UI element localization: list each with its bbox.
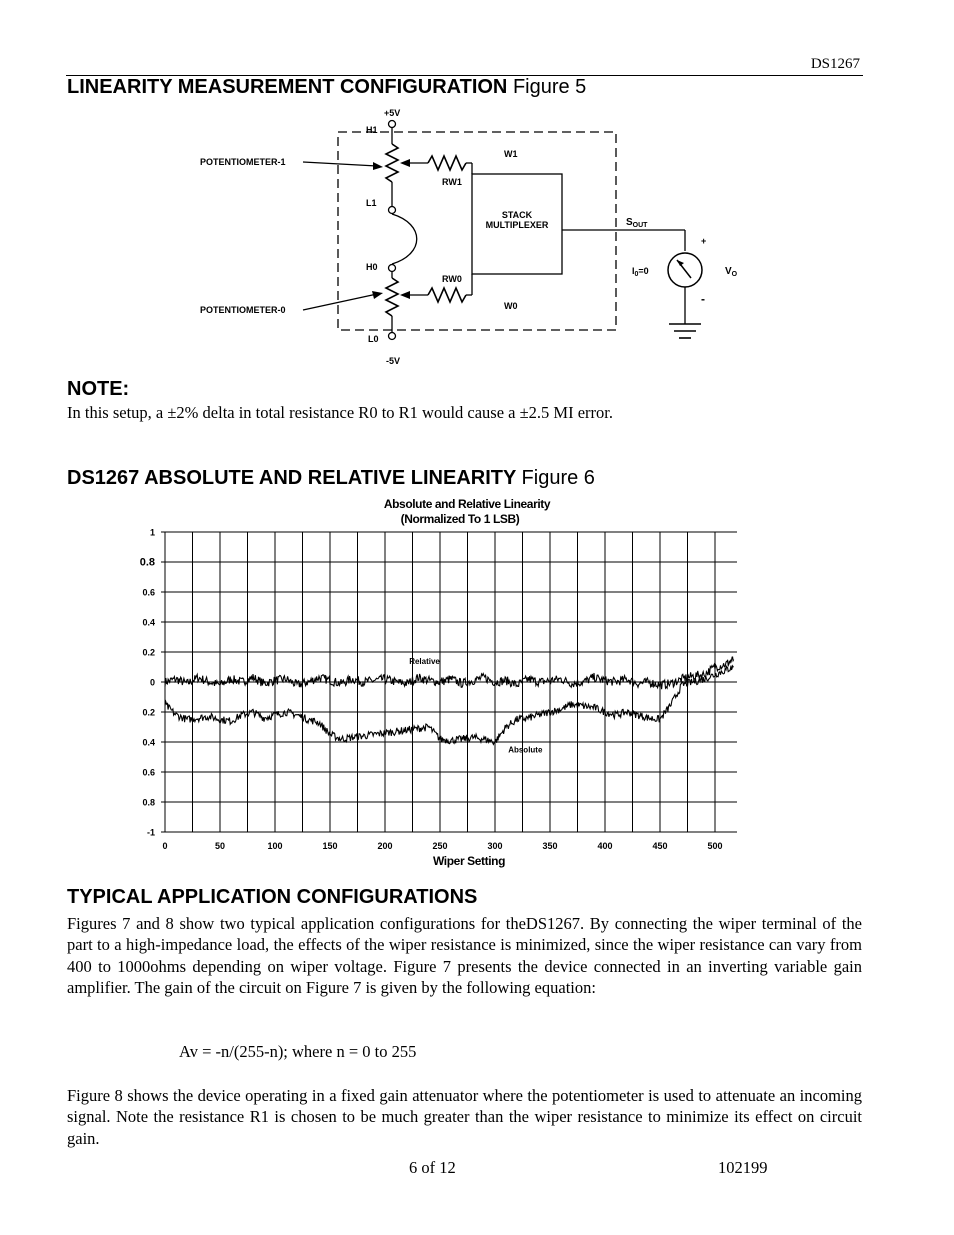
- y-tick-label: 0.8: [139, 556, 155, 569]
- x-tick-label: 300: [487, 841, 503, 851]
- x-tick-label: 350: [542, 841, 558, 851]
- w1-label: W1: [504, 149, 518, 159]
- section-heading-linearity-config: [67, 76, 586, 99]
- vplus-label: +5V: [384, 108, 401, 118]
- y-tick-label: 0.8: [142, 797, 155, 808]
- y-tick-label: 0.2: [142, 707, 155, 718]
- jumper-wire: [392, 214, 417, 264]
- linearity-chart: [120, 492, 750, 872]
- potentiometer-1-resistor: [386, 144, 398, 182]
- h1-label: H1: [366, 125, 378, 135]
- series-line-relative: [165, 657, 734, 689]
- y-tick-label: 0.6: [142, 587, 155, 598]
- gain-equation: Av = -n/(255-n); where n = 0 to 255: [179, 1042, 417, 1061]
- application-paragraph-1: Figures 7 and 8 show two typical application configurations for theDS1267. By connecting the wiper terminal of the part to a high-impedance load, the effects of the wiper resistance is minimized, since the wiper resistance can vary from 400 to 1000ohms depending on wiper voltage. Figure 7 presents the device connected in an inverting variable gain amplifier. The gain of the circuit on Figure 7 is given by the following equation:: [67, 914, 862, 998]
- heading-title: DS1267 ABSOLUTE AND RELATIVE LINEARITY: [67, 467, 516, 489]
- rw1-label: RW1: [442, 177, 462, 187]
- y-tick-label: -1: [146, 827, 155, 838]
- vplus-terminal: [389, 121, 396, 128]
- potentiometer-0-label: POTENTIOMETER-0: [200, 305, 286, 315]
- arrow-icon: [373, 162, 383, 170]
- heading-figure-label: Figure 5: [512, 76, 587, 98]
- chart-title: Absolute and Relative Linearity: [383, 497, 551, 511]
- chart-xlabel: Wiper Setting: [432, 854, 506, 868]
- potentiometer-0-resistor: [386, 278, 398, 316]
- chart-subtitle: (Normalized To 1 LSB): [400, 512, 520, 526]
- x-tick-label: 500: [707, 841, 723, 851]
- y-tick-label: 0.4: [142, 617, 155, 628]
- section-heading-linearity-chart: [67, 467, 595, 490]
- y-tick-label: 0: [149, 677, 155, 688]
- rw0-label: RW0: [442, 274, 462, 284]
- document-id: DS1267: [810, 56, 860, 72]
- x-tick-label: 50: [214, 841, 226, 851]
- vo-label: $V_O$: [725, 266, 738, 278]
- x-tick-label: 450: [652, 841, 668, 851]
- x-tick-label: 400: [597, 841, 613, 851]
- section-heading-typical-applications: TYPICAL APPLICATION CONFIGURATIONS: [67, 886, 478, 908]
- l0-label: L0: [368, 334, 379, 344]
- rw1-resistor: [428, 156, 466, 170]
- x-tick-label: 150: [322, 841, 338, 851]
- application-paragraph-2: Figure 8 shows the device operating in a fixed gain attenuator where the potentiometer is used to attenuate an incoming signal. Note the resistance R1 is chosen to be much greater than the wiper resistance to minimize its effect on circuit gain.: [67, 1086, 862, 1148]
- document-code: 102199: [718, 1158, 768, 1177]
- potentiometer-1-label: POTENTIOMETER-1: [200, 157, 286, 167]
- series-label-relative: Relative: [409, 657, 440, 666]
- l0-terminal: [389, 333, 396, 340]
- minus-label: -: [701, 292, 705, 306]
- vminus-label: -5V: [386, 356, 401, 366]
- wiper-1-arrow-icon: [400, 159, 410, 167]
- y-tick-label: 0.2: [142, 647, 155, 658]
- wiper-0-arrow-icon: [400, 291, 410, 299]
- h0-terminal: [389, 265, 396, 272]
- sout-label: $S_{OUT}$: [626, 217, 648, 229]
- io-label: $I_0=0$: [632, 266, 649, 278]
- y-tick-label: 1: [149, 527, 155, 538]
- y-tick-label: 0.6: [142, 767, 155, 778]
- heading-title: LINEARITY MEASUREMENT CONFIGURATION: [67, 76, 508, 98]
- l1-terminal: [389, 207, 396, 214]
- page-number: 6 of 12: [409, 1158, 456, 1177]
- stack-label: STACK: [501, 210, 533, 220]
- note-heading: NOTE:: [67, 378, 130, 400]
- multiplexer-label: MULTIPLEXER: [485, 220, 549, 230]
- arrow-icon: [372, 291, 383, 299]
- w0-label: W0: [504, 301, 518, 311]
- x-tick-label: 100: [267, 841, 283, 851]
- linearity-measurement-diagram: [180, 104, 740, 370]
- x-tick-label: 200: [377, 841, 393, 851]
- plus-label: +: [701, 236, 707, 246]
- x-tick-label: 250: [432, 841, 448, 851]
- series-label-absolute: Absolute: [508, 745, 543, 755]
- h0-label: H0: [366, 262, 378, 272]
- heading-figure-label: Figure 6: [521, 467, 595, 489]
- x-tick-label: 0: [162, 841, 168, 851]
- note-text: In this setup, a ±2% delta in total resistance R0 to R1 would cause a ±2.5 MI error.: [67, 403, 613, 422]
- rw0-resistor: [428, 288, 466, 302]
- l1-label: L1: [366, 198, 377, 208]
- y-tick-label: 0.4: [142, 737, 155, 748]
